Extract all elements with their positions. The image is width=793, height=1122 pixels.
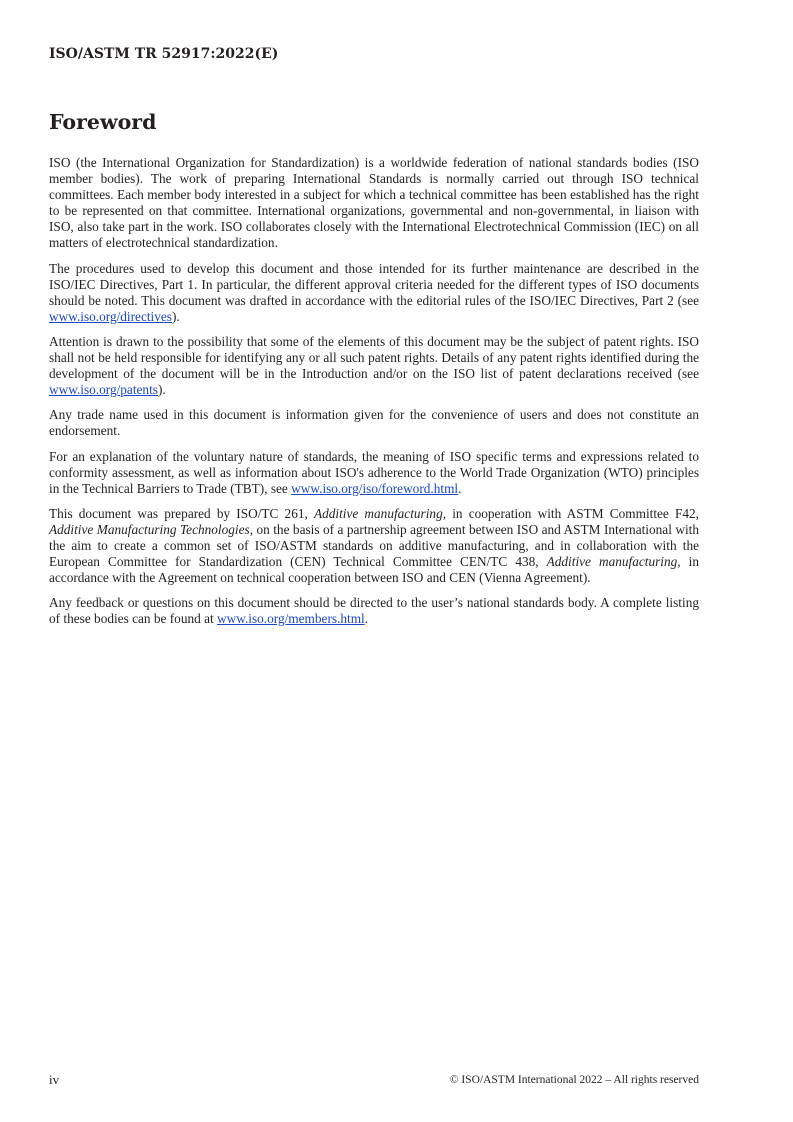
page-title: Foreword bbox=[49, 110, 157, 134]
committee-title: Additive Manufacturing Technologies bbox=[49, 521, 250, 537]
paragraph-text: ). bbox=[171, 308, 180, 324]
paragraph-feedback bbox=[49, 595, 699, 627]
paragraph-patents bbox=[49, 334, 699, 398]
copyright-notice: © ISO/ASTM International 2022 – All rights reserved bbox=[449, 1074, 699, 1086]
link-foreword[interactable]: www.iso.org/iso/foreword.html bbox=[291, 480, 459, 496]
paragraph-voluntary-nature bbox=[49, 449, 699, 497]
paragraph-text: , in cooperation with ASTM Committee F42, bbox=[442, 505, 699, 521]
link-members[interactable]: www.iso.org/members.html bbox=[217, 611, 365, 627]
document-id: ISO/ASTM TR 52917:2022(E) bbox=[49, 46, 279, 62]
paragraph-text: The procedures used to develop this document and those intended for its further maintenance are described in the ISO/IEC Directives, Part 1. In particular, the different approval criteria needed for the different types of ISO documents should be noted. This document was drafted in accordance with the editorial rules of the ISO/IEC Directives, Part 2 (see bbox=[49, 260, 699, 308]
paragraph-text: Attention is drawn to the possibility that some of the elements of this document may be the subject of patent rights. ISO shall not be held responsible for identifying any or all such patent rights. Details of any patent rights identified during the development of the document will be in the Introduction and/or on the ISO list of patent declarations received (see bbox=[49, 333, 699, 382]
paragraph-text: ). bbox=[157, 382, 166, 398]
paragraph-text: in accordance with the Agreement on technical cooperation between ISO and CEN (Vienna Agreement). bbox=[49, 554, 699, 586]
paragraph-text: For an explanation of the voluntary nature of standards, the meaning of ISO specific terms and expressions related to conformity assessment, as well as information about ISO's adherence to the World Trade Organization (WTO) principles in the Technical Barriers to Trade (TBT), see bbox=[49, 448, 699, 496]
paragraph-text: This document was prepared by ISO/TC 261, bbox=[49, 505, 314, 521]
committee-title: Additive manufacturing bbox=[313, 505, 443, 521]
paragraph-text: Any feedback or questions on this document should be directed to the user’s national standards body. A complete listing of these bodies can be found at bbox=[49, 595, 699, 627]
link-directives[interactable]: www.iso.org/directives bbox=[49, 308, 172, 324]
paragraph-iso-overview: ISO (the International Organization for Standardization) is a worldwide federation of national standards bodies (ISO member bodies). The work of preparing International Standards is normally carried out through ISO technical committees. Each member body interested in a subject for which a technical committee has been established has the right to be represented on that committee. International organizations, governmental and non-governmental, in liaison with ISO, also take part in the work. ISO collaborates closely with the International Electrotechnical Commission (IEC) on all matters of electrotechnical standardization. bbox=[49, 155, 699, 251]
foreword-body bbox=[49, 155, 699, 636]
paragraph-text: . bbox=[458, 480, 462, 496]
paragraph-trade-name: Any trade name used in this document is information given for the convenience of users and does not constitute an endorsement. bbox=[49, 407, 699, 439]
link-patents[interactable]: www.iso.org/patents bbox=[49, 382, 158, 398]
paragraph-text: , on the basis of a partnership agreement between ISO and ASTM International with the aim to create a common set of ISO/ASTM standards on additive manufacturing, and in collaboration with the European Committee for Standardization (CEN) Technical Committee CEN/TC 438, bbox=[49, 521, 699, 570]
paragraph-text: . bbox=[364, 611, 369, 627]
paragraph-prepared-by bbox=[49, 506, 699, 586]
paragraph-procedures bbox=[49, 261, 699, 325]
committee-title: Additive manufacturing, bbox=[546, 554, 681, 570]
page-number: iv bbox=[49, 1072, 60, 1087]
